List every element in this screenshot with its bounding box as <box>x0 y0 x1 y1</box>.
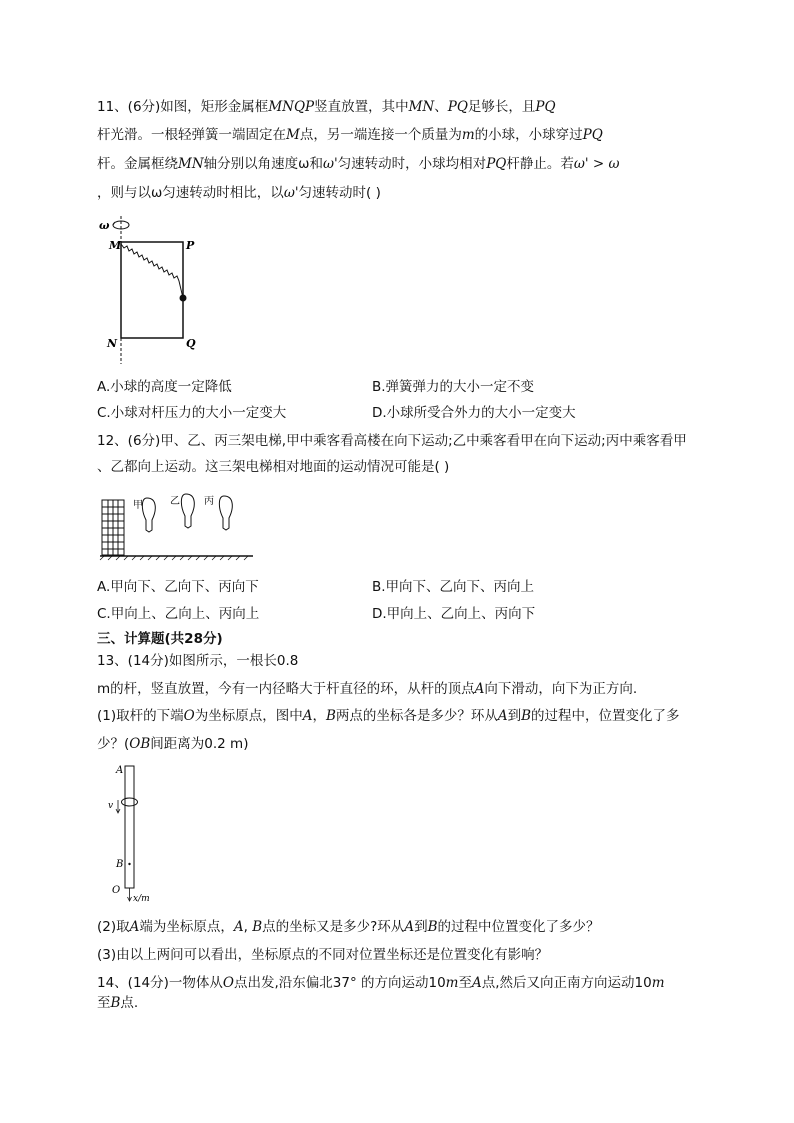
building <box>102 500 124 555</box>
q12-option-b: B.甲向下、乙向下、丙向上 <box>372 579 535 595</box>
q13-figure-rod <box>104 760 164 905</box>
q11-fig-label-m: M <box>109 239 122 252</box>
q12-option-d: D.甲向上、乙向上、丙向下 <box>372 606 536 622</box>
q13-fig-label-a: A <box>116 765 124 776</box>
q11-fig-label-p: P <box>186 239 195 252</box>
q12-line-1: 12、(6分)甲、乙、丙三架电梯,甲中乘客看高楼在向下运动;乙中乘客看甲在向下运动;丙中乘客看甲 <box>97 433 687 449</box>
q13-part1-line-1: (1)取杆的下端O为坐标原点，图中A，B两点的坐标各是多少？环从A到B的过程中，位置变化了多 <box>97 708 680 724</box>
q11-line-2: 杆光滑。一根轻弹簧一端固定在M点，另一端连接一个质量为m的小球，小球穿过PQ <box>97 127 603 143</box>
q12-option-c: C.甲向上、乙向上、丙向上 <box>97 606 260 622</box>
q13-line-1: 13、(14分)如图所示，一根长0.8 <box>97 653 299 669</box>
q11-fig-label-n: N <box>107 337 118 350</box>
q11-fig-omega: ω <box>99 219 110 232</box>
q12-line-2: 、乙都向上运动。这三架电梯相对地面的运动情况可能是( ) <box>97 459 450 475</box>
q12-label-yi: 乙 <box>170 496 180 507</box>
q12-figure-elevators <box>100 490 255 562</box>
q11-line-4: ，则与以ω匀速转动时相比，以ω'匀速转动时( ) <box>97 185 381 201</box>
q11-spring <box>121 244 183 298</box>
q11-fig-label-q: Q <box>186 337 196 350</box>
rod <box>125 766 134 888</box>
q11-line-3: 杆。金属框绕MN轴分别以角速度ω和ω'匀速转动时，小球均相对PQ杆静止。若ω' > ω <box>97 156 620 172</box>
q14-line-2: 至B点. <box>97 995 139 1011</box>
q11-line-1: 11、(6分)如图，矩形金属框MNQP竖直放置，其中MN、PQ足够长，且PQ <box>97 99 556 115</box>
q14-line-1: 14、(14分)一物体从O点出发,沿东偏北37° 的方向运动10m至A点,然后又向正南方向运动10m <box>97 975 665 991</box>
elevator-yi <box>181 494 194 528</box>
q13-part2: (2)取A端为坐标原点，A, B点的坐标又是多少?环从A到B的过程中位置变化了多少？ <box>97 919 600 935</box>
ring <box>122 798 138 806</box>
q13-fig-label-xm: x/m <box>133 894 150 904</box>
elevator-bing <box>219 496 232 530</box>
q11-option-a: A.小球的高度一定降低 <box>97 379 232 395</box>
q13-part3: (3)由以上两问可以看出，坐标原点的不同对位置坐标还是位置变化有影响？ <box>97 947 549 963</box>
q11-option-b: B.弹簧弹力的大小一定不变 <box>372 379 535 395</box>
q13-line-2: m的杆，竖直放置，今有一内径略大于杆直径的环，从杆的顶点A向下滑动，向下为正方向. <box>97 681 638 697</box>
section-heading: 三、计算题(共28分) <box>97 631 223 647</box>
elevator-jia <box>142 498 155 532</box>
q11-figure-frame-diagram <box>96 212 206 372</box>
q11-ball <box>180 295 187 302</box>
q13-fig-label-v: v <box>108 801 114 811</box>
point-b <box>128 863 130 865</box>
q12-label-jia: 甲 <box>133 500 143 511</box>
q13-part1-line-2: 少？(OB间距离为0.2 m) <box>97 736 249 752</box>
q13-fig-label-b: B <box>116 859 124 870</box>
q12-option-a: A.甲向下、乙向下、丙向下 <box>97 579 259 595</box>
q13-fig-label-o: O <box>112 885 121 896</box>
q11-option-d: D.小球所受合外力的大小一定变大 <box>372 405 576 421</box>
q11-option-c: C.小球对杆压力的大小一定变大 <box>97 405 287 421</box>
q12-label-bing: 丙 <box>204 496 214 507</box>
